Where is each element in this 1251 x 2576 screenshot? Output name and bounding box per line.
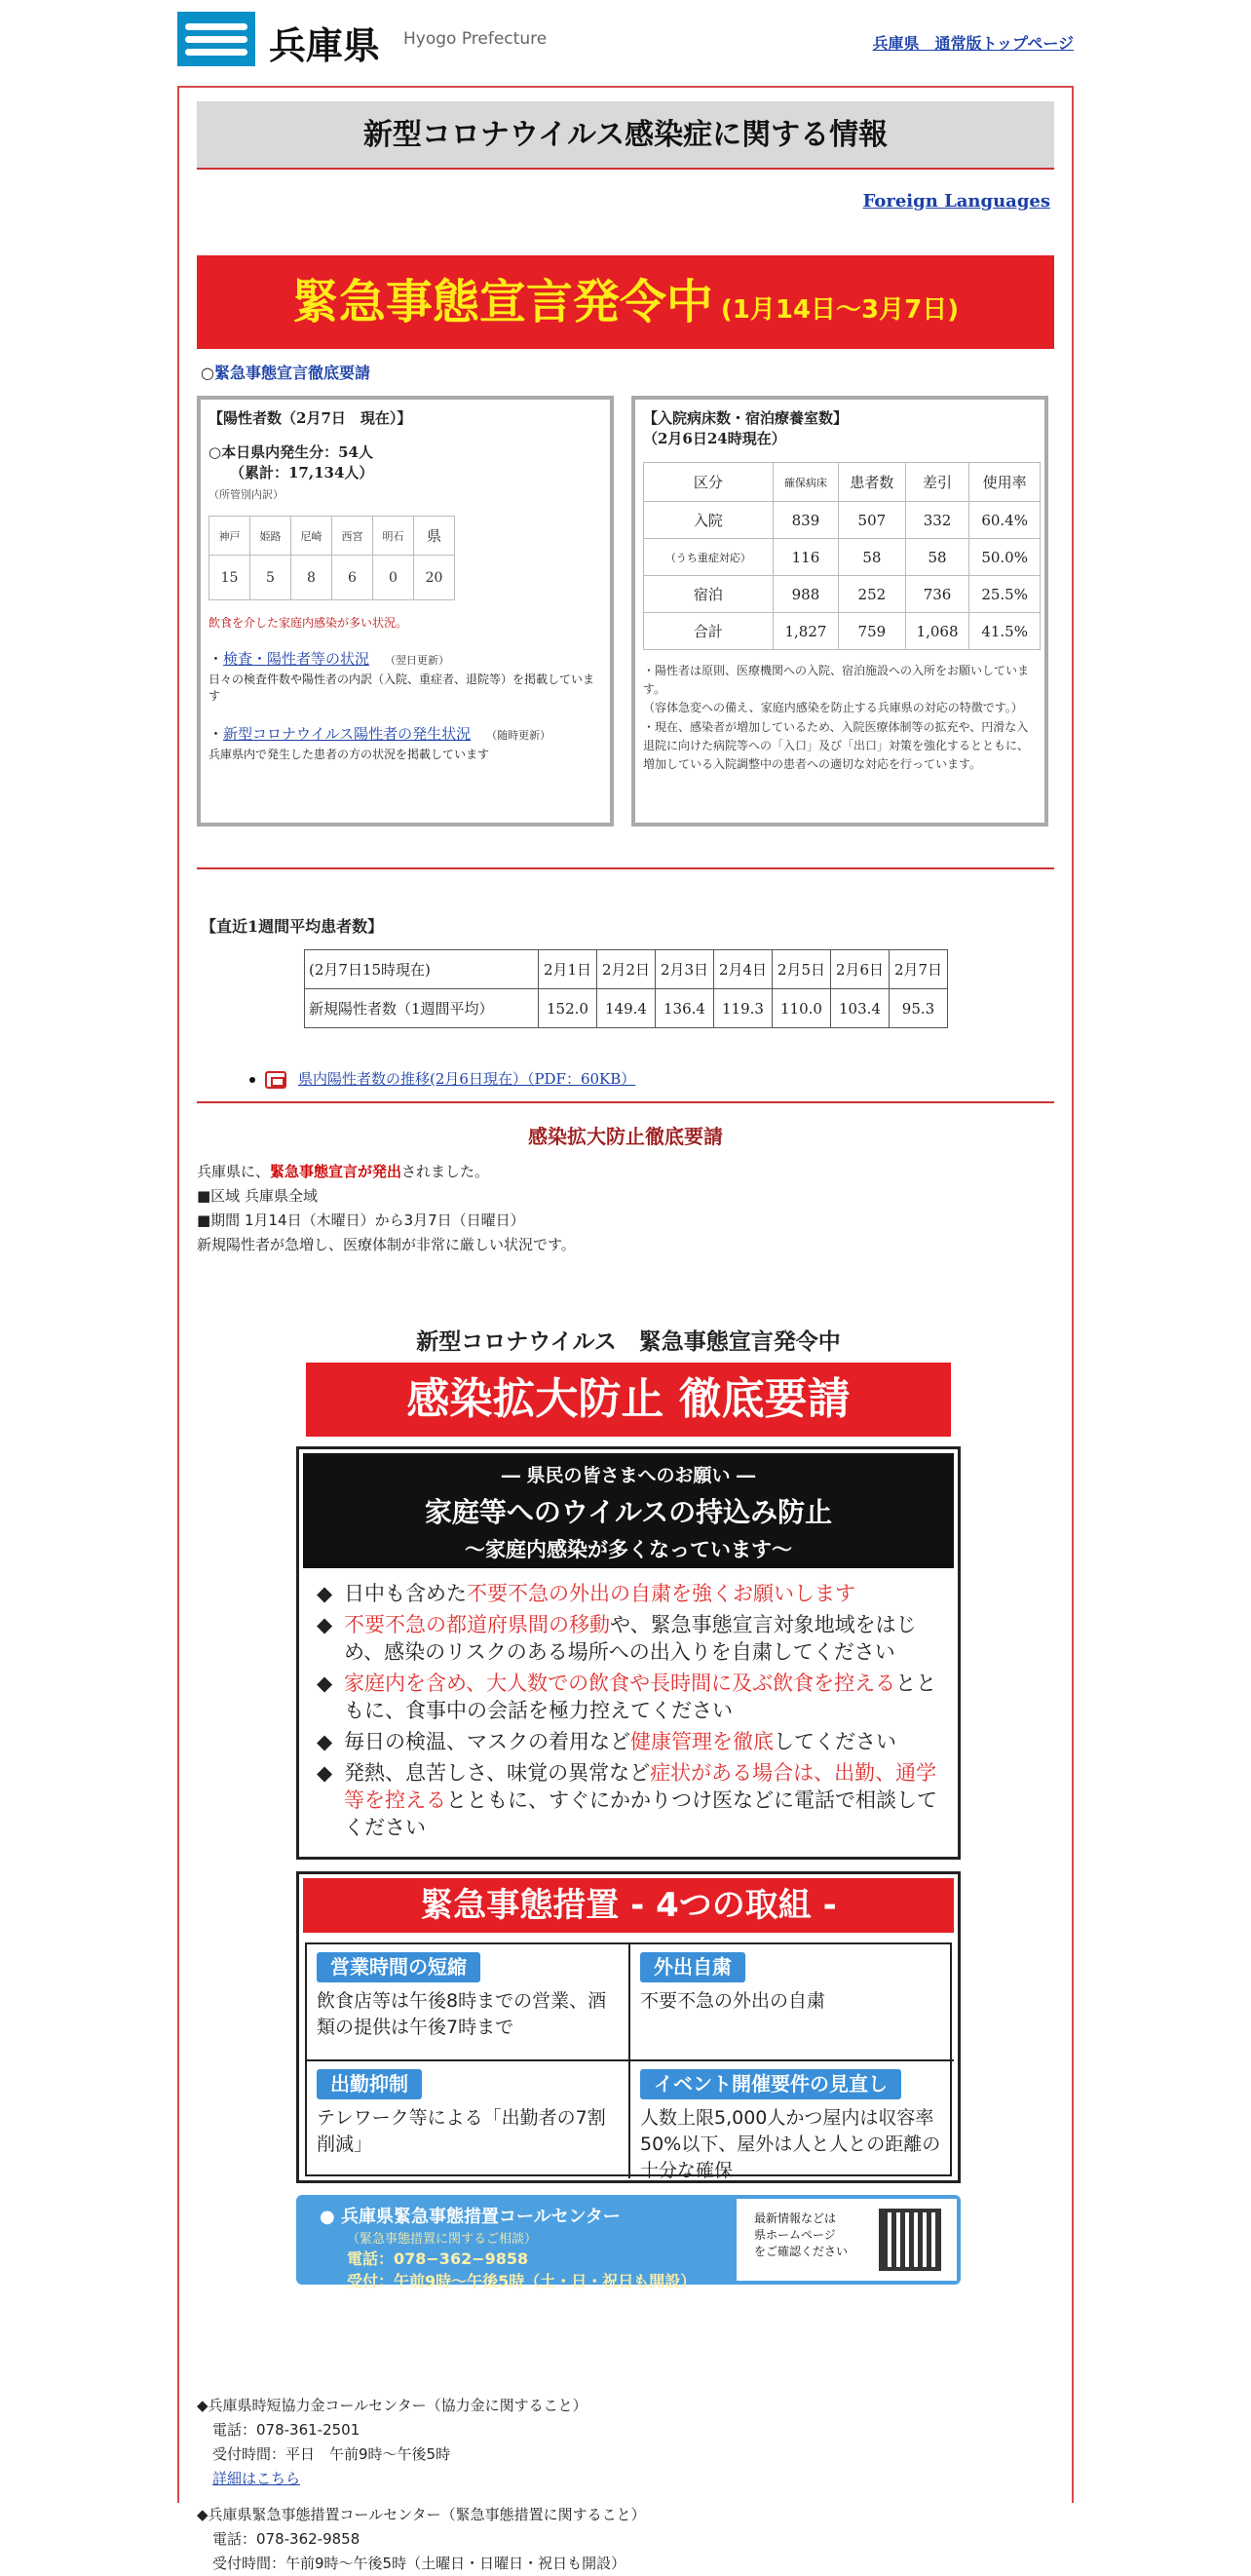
measure-tag: イベント開催要件の見直し bbox=[640, 2069, 901, 2099]
value-cell: 119.3 bbox=[714, 989, 773, 1028]
beds-heading: 【入院病床数・宿泊療養室数】 bbox=[643, 409, 849, 427]
poster-measures-banner: 緊急事態措置 - 4つの取組 - bbox=[303, 1878, 954, 1933]
count-cell: 8 bbox=[291, 556, 332, 600]
emphasis-text: 家庭内を含め、大人数での飲食や長時間に及ぶ飲食を控える bbox=[344, 1672, 896, 1695]
value-cell: 152.0 bbox=[539, 989, 597, 1028]
cell: 25.5% bbox=[969, 576, 1041, 613]
beds-note: ・陽性者は原則、医療機関への入院、宿泊施設への入所をお願いしています。 bbox=[643, 664, 1030, 697]
call-tel: 電話：078−362−9858 bbox=[347, 2249, 529, 2268]
table-header bbox=[644, 463, 1041, 502]
poster-blk-b: 家庭等へのウイルスの持込み防止 bbox=[424, 1496, 833, 1528]
as-of-cell: (2月7日15時現在) bbox=[305, 950, 539, 989]
positives-note: （所管別内訳） bbox=[208, 488, 284, 501]
link-item: ・新型コロナウイルス陽性者の発生状況 （随時更新） bbox=[208, 725, 551, 743]
date-cell: 2月7日 bbox=[890, 950, 948, 989]
text: されました。 bbox=[401, 1163, 490, 1180]
value-cell: 103.4 bbox=[831, 989, 890, 1028]
link-item: ・検査・陽性者等の状況 （翌日更新） bbox=[208, 650, 450, 668]
cell: 736 bbox=[905, 576, 969, 613]
cell: 入院 bbox=[644, 502, 774, 539]
measure-cell bbox=[630, 1944, 954, 2061]
outbreak-status-link[interactable]: 新型コロナウイルス陽性者の発生状況 bbox=[223, 725, 472, 743]
declaration-link[interactable]: 緊急事態宣言徹底要請 bbox=[213, 364, 370, 382]
testing-status-link[interactable]: 検査・陽性者等の状況 bbox=[223, 650, 370, 668]
table-header bbox=[305, 950, 948, 989]
header-cell: 使用率 bbox=[969, 463, 1041, 502]
poster-request-list bbox=[317, 1580, 954, 1841]
banner-dates: (1月14日～3月7日) bbox=[720, 295, 960, 325]
detail-link[interactable]: 詳細はこちら bbox=[212, 2470, 301, 2487]
call-hours: 受付：午前9時～午後5時（土・日・祝日も開設） bbox=[347, 2272, 697, 2290]
emergency-banner bbox=[197, 255, 1054, 349]
cell: （うち重症対応） bbox=[644, 539, 774, 576]
pdf-link[interactable]: 県内陽性者数の推移(2月6日現在）（PDF：60KB） bbox=[298, 1070, 636, 1088]
value-cell: 110.0 bbox=[773, 989, 831, 1028]
positives-table bbox=[208, 516, 455, 600]
area-cell: 神戸 bbox=[209, 517, 250, 556]
measure-text: 人数上限5,000人かつ屋内は収容率50%以下、屋外は人と人との距離の十分な確保 bbox=[640, 2107, 941, 2181]
text: してください bbox=[774, 1730, 896, 1753]
value-cell: 136.4 bbox=[656, 989, 714, 1028]
measure-text: 飲食店等は午後8時までの営業、酒類の提供は午後7時まで bbox=[317, 1990, 607, 2038]
positives-total: （累計：17,134人） bbox=[230, 464, 374, 481]
text: とともに、すぐにかかりつけ医などに電話で相談してください bbox=[344, 1788, 937, 1839]
qr-text: 県ホームページ bbox=[754, 2228, 836, 2242]
beds-notes bbox=[643, 662, 1037, 774]
row-label: 新規陽性者数（1週間平均） bbox=[305, 989, 539, 1028]
cell: 60.4% bbox=[969, 502, 1041, 539]
link-description: 兵庫県内で発生した患者の方の状況を掲載しています bbox=[208, 748, 490, 761]
text: や、緊急事態宣言対象地域をはじめ、感染のリスクのある場所への出入りを自粛してください bbox=[344, 1613, 917, 1664]
center-hours: 受付時間：午前9時～午後5時（土曜日・日曜日・祝日も開設） bbox=[212, 2555, 626, 2572]
center-detail bbox=[197, 2467, 646, 2491]
measure-tag: 出勤抑制 bbox=[317, 2069, 422, 2099]
update-note: （翌日更新） bbox=[385, 654, 450, 667]
header-cell: 患者数 bbox=[839, 463, 906, 502]
count-cell: 15 bbox=[209, 556, 250, 600]
positives-heading: 【陽性者数（2月7日 現在）】 bbox=[208, 409, 412, 427]
cell: 41.5% bbox=[969, 613, 1041, 650]
cell: 116 bbox=[773, 539, 838, 576]
link-description: 日々の検査件数や陽性者の内訳（入院、重症者、退院等）を掲載しています bbox=[208, 673, 595, 703]
poster-measures-box bbox=[296, 1871, 961, 2183]
measure-text: 不要不急の外出の自粛 bbox=[640, 1990, 826, 2012]
center-name: ◆兵庫県緊急事態措置コールセンター（緊急事態措置に関すること） bbox=[197, 2506, 646, 2523]
poster-call-center bbox=[296, 2195, 961, 2290]
emphasis-text: 症状がある場合は、出勤、通学等を控える bbox=[344, 1761, 937, 1812]
beds-note: （容体急変への備え、家庭内感染を防止する兵庫県の対応の特徴です。） bbox=[643, 701, 1023, 715]
center-hours: 受付時間：平日 午前9時～午後5時 bbox=[212, 2445, 451, 2463]
measure-tag: 営業時間の短縮 bbox=[317, 1952, 480, 1982]
measure-tag: 外出自粛 bbox=[640, 1952, 745, 1982]
date-cell: 2月2日 bbox=[597, 950, 656, 989]
call-title-text: 兵庫県緊急事態措置コールセンター bbox=[340, 2207, 621, 2227]
cell: 宿泊 bbox=[644, 576, 774, 613]
cell: 252 bbox=[839, 576, 906, 613]
site-header bbox=[177, 12, 1074, 66]
household-infection-note: 飲食を介した家庭内感染が多い状況。 bbox=[208, 616, 408, 630]
weekly-heading: 【直近1週間平均患者数】 bbox=[201, 917, 384, 936]
center-tel: 電話：078-361-2501 bbox=[212, 2421, 360, 2439]
cell: 507 bbox=[839, 502, 906, 539]
emphasis-text: 不要不急の外出の自粛を強くお願いします bbox=[467, 1582, 855, 1605]
emphasis-text: 健康管理を徹底 bbox=[630, 1730, 774, 1753]
call-title: ● 兵庫県緊急事態措置コールセンター bbox=[320, 2207, 621, 2227]
table-row bbox=[644, 576, 1041, 613]
center-name: ◆兵庫県時短協力金コールセンター（協力金に関すること） bbox=[197, 2397, 588, 2414]
table-row bbox=[644, 613, 1041, 650]
measure-cell bbox=[307, 2061, 630, 2178]
page-title: 新型コロナウイルス感染症に関する情報 bbox=[197, 101, 1054, 170]
table-row bbox=[305, 989, 948, 1028]
request-area: ■区域 兵庫県全域 bbox=[197, 1187, 318, 1205]
list-item bbox=[317, 1611, 954, 1666]
date-cell: 2月4日 bbox=[714, 950, 773, 989]
poster-black-header bbox=[303, 1453, 954, 1568]
date-cell: 2月6日 bbox=[831, 950, 890, 989]
request-status: 新規陽性者が急増し、医療体制が非常に厳しい状況です。 bbox=[197, 1236, 576, 1253]
cell: 1,827 bbox=[773, 613, 838, 650]
emphasis-text: 不要不急の都道府県間の移動 bbox=[344, 1613, 610, 1636]
cell: 50.0% bbox=[969, 539, 1041, 576]
call-centers bbox=[197, 2394, 646, 2576]
area-row bbox=[209, 517, 455, 556]
call-sub: （緊急事態措置に関するご相談） bbox=[347, 2232, 538, 2247]
cell: 合計 bbox=[644, 613, 774, 650]
main-frame bbox=[177, 86, 1074, 2572]
area-cell: 尼崎 bbox=[291, 517, 332, 556]
weekly-table bbox=[304, 949, 948, 1028]
value-cell: 95.3 bbox=[890, 989, 948, 1028]
poster-blk-a: ― 県民の皆さまへのお願い ― bbox=[501, 1465, 756, 1486]
text: 毎日の検温、マスクの着用など bbox=[344, 1730, 630, 1753]
text: 発熱、息苦しさ、味覚の異常など bbox=[344, 1761, 651, 1785]
pdf-item bbox=[249, 1068, 635, 1089]
positives-box bbox=[197, 396, 614, 827]
text: とともに、食事中の会話を極力控えてください bbox=[344, 1672, 937, 1722]
positives-today: ○本日県内発生分：54人 bbox=[208, 443, 373, 461]
value-cell: 149.4 bbox=[597, 989, 656, 1028]
divider bbox=[197, 867, 1054, 869]
table-row bbox=[644, 502, 1041, 539]
beds-as-of: （2月6日24時現在） bbox=[643, 430, 786, 447]
measures-grid bbox=[305, 1942, 952, 2181]
beds-box bbox=[631, 396, 1048, 827]
text: 日中も含めた bbox=[344, 1582, 467, 1605]
measure-text: テレワーク等による「出勤者の7割削減」 bbox=[317, 2107, 606, 2155]
area-cell: 西宮 bbox=[332, 517, 373, 556]
header-cell: 差引 bbox=[905, 463, 969, 502]
qr-code-icon bbox=[879, 2209, 941, 2271]
poster-requests-box bbox=[296, 1446, 961, 1860]
qr-text: をご確認ください bbox=[754, 2245, 849, 2258]
cell: 332 bbox=[905, 502, 969, 539]
request-period: ■期間 1月14日（木曜日）から3月7日（日曜日） bbox=[197, 1211, 525, 1229]
header-cell: 区分 bbox=[644, 463, 774, 502]
list-item bbox=[317, 1670, 954, 1724]
beds-note: ・現在、感染者が増加しているため、入院医療体制等の拡充や、円滑な入退院に向けた病院等への「入口」及び「出口」対策を強化するとともに、増加している入院調整中の患者への適切な対応を行っています。 bbox=[643, 719, 1030, 771]
hyogo-logo-icon[interactable] bbox=[177, 12, 255, 66]
banner-main: 緊急事態宣言発令中 bbox=[291, 275, 713, 329]
cell: 839 bbox=[773, 502, 838, 539]
area-cell: 明石 bbox=[373, 517, 414, 556]
poster-blk-c: ～家庭内感染が多くなっています～ bbox=[465, 1538, 792, 1561]
table-row bbox=[644, 539, 1041, 576]
qr-text: 最新情報などは bbox=[754, 2211, 837, 2225]
request-line bbox=[197, 1160, 576, 1184]
cell: 1,068 bbox=[905, 613, 969, 650]
text: 兵庫県に、 bbox=[197, 1163, 271, 1180]
qr-panel bbox=[737, 2199, 957, 2281]
area-cell: 県 bbox=[414, 517, 455, 556]
measure-cell bbox=[630, 2061, 954, 2181]
count-cell: 6 bbox=[332, 556, 373, 600]
count-cell: 20 bbox=[414, 556, 455, 600]
poster-top: 新型コロナウイルス 緊急事態宣言発令中 bbox=[416, 1329, 841, 1355]
cell: 988 bbox=[773, 576, 838, 613]
count-row bbox=[209, 556, 455, 600]
pdf-icon bbox=[265, 1071, 286, 1089]
top-page-link[interactable]: 兵庫県 通常版トップページ bbox=[872, 34, 1074, 53]
list-item bbox=[317, 1728, 954, 1755]
brand-name: 兵庫県 bbox=[269, 24, 381, 67]
foreign-languages-link[interactable]: Foreign Languages bbox=[862, 191, 1050, 211]
list-item bbox=[317, 1759, 954, 1841]
list-item bbox=[317, 1580, 954, 1607]
count-cell: 0 bbox=[373, 556, 414, 600]
declaration-item: ○緊急事態宣言徹底要請 bbox=[201, 364, 370, 382]
cell: 759 bbox=[839, 613, 906, 650]
poster-request-banner: 感染拡大防止 徹底要請 bbox=[306, 1363, 951, 1437]
brand-name-en: Hyogo Prefecture bbox=[403, 29, 548, 49]
date-cell: 2月3日 bbox=[656, 950, 714, 989]
date-cell: 2月1日 bbox=[539, 950, 597, 989]
beds-table bbox=[643, 462, 1041, 650]
count-cell: 5 bbox=[250, 556, 291, 600]
divider bbox=[197, 1101, 1054, 1103]
area-cell: 姫路 bbox=[250, 517, 291, 556]
header-cell: 確保病床 bbox=[773, 463, 838, 502]
center-tel: 電話：078-362-9858 bbox=[212, 2530, 360, 2548]
date-cell: 2月5日 bbox=[773, 950, 831, 989]
cell: 58 bbox=[905, 539, 969, 576]
update-note: （随時更新） bbox=[486, 729, 551, 742]
emphasis-text: 緊急事態宣言が発出 bbox=[270, 1163, 402, 1180]
measure-cell bbox=[307, 1944, 630, 2061]
emergency-poster bbox=[292, 1314, 965, 2290]
request-heading: 感染拡大防止徹底要請 bbox=[528, 1125, 723, 1148]
cell: 58 bbox=[839, 539, 906, 576]
bullet-icon bbox=[249, 1077, 255, 1083]
request-body bbox=[197, 1160, 576, 1257]
